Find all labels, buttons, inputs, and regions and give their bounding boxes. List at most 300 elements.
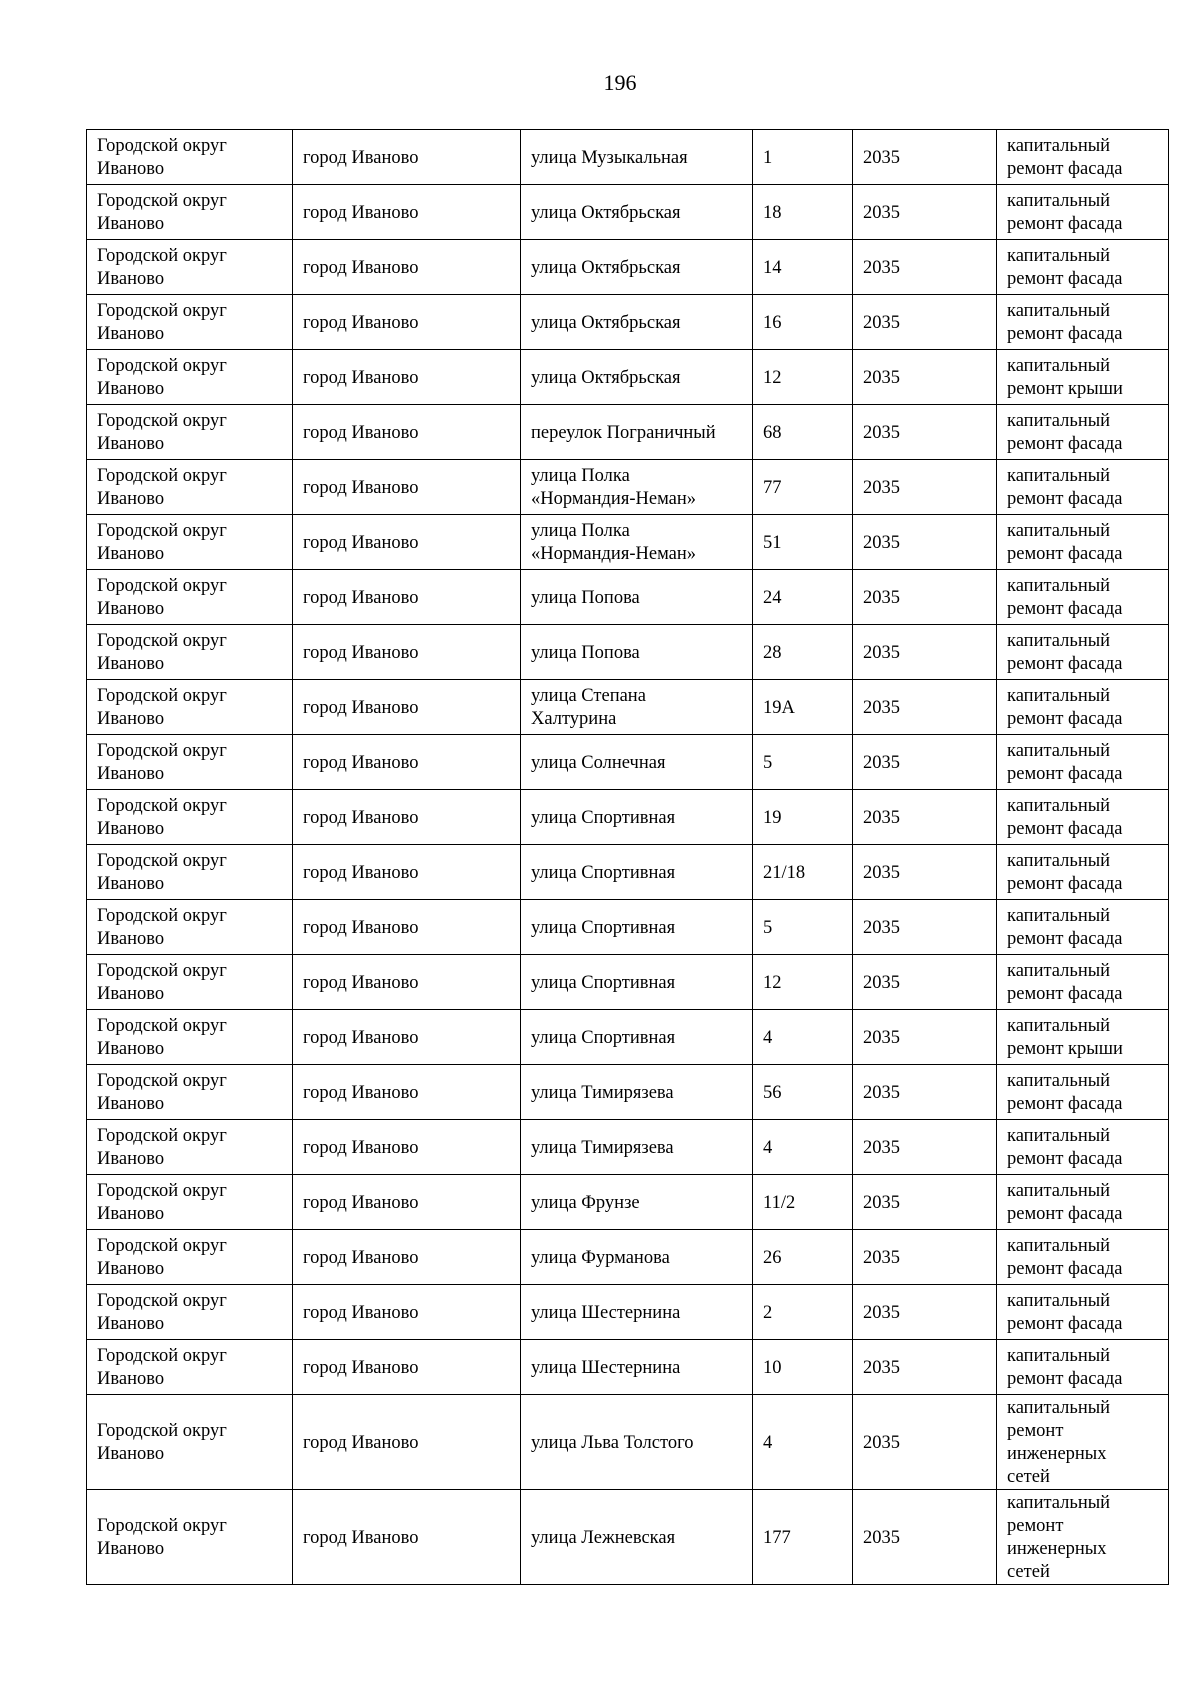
cell-municipality (87, 515, 293, 570)
cell-municipality-text: Городской округ Иваново (97, 1236, 227, 1279)
table-row (87, 1490, 1169, 1585)
table-row (87, 1065, 1169, 1120)
cell-year (853, 350, 997, 405)
cell-year-text: 2035 (863, 477, 900, 498)
cell-work-type (997, 130, 1169, 185)
cell-municipality-text: Городской округ Иваново (97, 906, 227, 949)
cell-municipality-text: Городской округ Иваново (97, 466, 227, 509)
cell-year-text: 2035 (863, 1432, 900, 1453)
cell-street (521, 1395, 753, 1490)
cell-settlement (293, 1065, 521, 1120)
cell-street-text: улица Шестернина (531, 1302, 681, 1323)
cell-street (521, 735, 753, 790)
cell-year-text: 2035 (863, 367, 900, 388)
cell-house-number-text: 5 (763, 752, 773, 773)
cell-work-type (997, 1175, 1169, 1230)
cell-year-text: 2035 (863, 257, 900, 278)
cell-house-number (753, 405, 853, 460)
cell-street-text: улица Полка «Нормандия-Неман» (531, 521, 697, 564)
table-row (87, 1340, 1169, 1395)
cell-house-number-text: 19 (763, 807, 782, 828)
cell-house-number-text: 177 (763, 1527, 791, 1548)
cell-settlement-text: город Иваново (303, 1527, 419, 1548)
cell-municipality-text: Городской округ Иваново (97, 796, 227, 839)
cell-house-number (753, 1175, 853, 1230)
cell-house-number-text: 14 (763, 257, 782, 278)
cell-work-type (997, 405, 1169, 460)
cell-house-number (753, 1490, 853, 1585)
cell-house-number (753, 955, 853, 1010)
cell-work-type-text: капитальный ремонт фасада (1007, 961, 1123, 1004)
cell-work-type-text: капитальный ремонт фасада (1007, 1071, 1123, 1114)
cell-work-type (997, 515, 1169, 570)
cell-municipality-text: Городской округ Иваново (97, 851, 227, 894)
cell-work-type-text: капитальный ремонт фасада (1007, 521, 1123, 564)
cell-municipality (87, 350, 293, 405)
table-row (87, 900, 1169, 955)
cell-street-text: улица Октябрьская (531, 202, 681, 223)
cell-municipality (87, 130, 293, 185)
cell-year (853, 680, 997, 735)
cell-work-type-text: капитальный ремонт фасада (1007, 906, 1123, 949)
cell-street (521, 1065, 753, 1120)
cell-house-number-text: 21/18 (763, 862, 806, 883)
table-row (87, 955, 1169, 1010)
cell-settlement-text: город Иваново (303, 697, 419, 718)
cell-work-type (997, 350, 1169, 405)
cell-settlement-text: город Иваново (303, 477, 419, 498)
cell-year (853, 515, 997, 570)
cell-settlement-text: город Иваново (303, 1247, 419, 1268)
cell-settlement-text: город Иваново (303, 1192, 419, 1213)
cell-house-number (753, 625, 853, 680)
cell-street (521, 680, 753, 735)
cell-municipality-text: Городской округ Иваново (97, 741, 227, 784)
cell-municipality-text: Городской округ Иваново (97, 1016, 227, 1059)
cell-work-type (997, 185, 1169, 240)
cell-year-text: 2035 (863, 1527, 900, 1548)
cell-house-number-text: 5 (763, 917, 773, 938)
cell-municipality-text: Городской округ Иваново (97, 1181, 227, 1224)
cell-settlement (293, 735, 521, 790)
cell-street (521, 350, 753, 405)
cell-municipality-text: Городской округ Иваново (97, 1071, 227, 1114)
cell-year (853, 1175, 997, 1230)
cell-settlement-text: город Иваново (303, 587, 419, 608)
cell-settlement-text: город Иваново (303, 752, 419, 773)
cell-street-text: улица Полка «Нормандия-Неман» (531, 466, 697, 509)
cell-house-number (753, 1010, 853, 1065)
cell-street-text: переулок Пограничный (531, 422, 716, 443)
cell-settlement-text: город Иваново (303, 642, 419, 663)
table-row (87, 350, 1169, 405)
cell-year-text: 2035 (863, 697, 900, 718)
cell-settlement-text: город Иваново (303, 1027, 419, 1048)
cell-settlement-text: город Иваново (303, 312, 419, 333)
cell-year (853, 1010, 997, 1065)
cell-settlement-text: город Иваново (303, 807, 419, 828)
cell-house-number-text: 16 (763, 312, 782, 333)
table-row (87, 1285, 1169, 1340)
page-number: 196 (603, 70, 637, 95)
cell-street-text: улица Льва Толстого (531, 1432, 694, 1453)
cell-house-number (753, 460, 853, 515)
cell-work-type (997, 735, 1169, 790)
cell-settlement (293, 405, 521, 460)
cell-house-number (753, 1395, 853, 1490)
cell-year (853, 845, 997, 900)
cell-year (853, 240, 997, 295)
cell-municipality-text: Городской округ Иваново (97, 1126, 227, 1169)
cell-house-number-text: 56 (763, 1082, 782, 1103)
cell-year (853, 900, 997, 955)
cell-street (521, 1230, 753, 1285)
cell-street-text: улица Шестернина (531, 1357, 681, 1378)
cell-municipality (87, 240, 293, 295)
cell-house-number (753, 295, 853, 350)
cell-settlement-text: город Иваново (303, 917, 419, 938)
cell-year-text: 2035 (863, 1302, 900, 1323)
cell-settlement (293, 900, 521, 955)
cell-house-number (753, 350, 853, 405)
cell-year (853, 295, 997, 350)
cell-house-number (753, 570, 853, 625)
cell-settlement-text: город Иваново (303, 257, 419, 278)
cell-year-text: 2035 (863, 752, 900, 773)
cell-work-type (997, 1395, 1169, 1490)
cell-year-text: 2035 (863, 917, 900, 938)
table-row (87, 735, 1169, 790)
cell-year-text: 2035 (863, 642, 900, 663)
cell-year (853, 185, 997, 240)
cell-work-type-text: капитальный ремонт фасада (1007, 191, 1123, 234)
cell-street-text: улица Фурманова (531, 1247, 670, 1268)
table-row (87, 1395, 1169, 1490)
cell-municipality (87, 405, 293, 460)
cell-house-number-text: 4 (763, 1137, 773, 1158)
cell-municipality (87, 295, 293, 350)
cell-municipality-text: Городской округ Иваново (97, 1346, 227, 1389)
cell-house-number-text: 12 (763, 367, 782, 388)
cell-street (521, 625, 753, 680)
cell-house-number-text: 68 (763, 422, 782, 443)
cell-year (853, 955, 997, 1010)
cell-work-type-text: капитальный ремонт фасада (1007, 1346, 1123, 1389)
cell-work-type-text: капитальный ремонт фасада (1007, 576, 1123, 619)
cell-settlement-text: город Иваново (303, 1137, 419, 1158)
cell-year (853, 1285, 997, 1340)
cell-house-number-text: 24 (763, 587, 782, 608)
cell-municipality-text: Городской округ Иваново (97, 1516, 227, 1559)
cell-municipality (87, 460, 293, 515)
table-row (87, 1120, 1169, 1175)
cell-municipality-text: Городской округ Иваново (97, 246, 227, 289)
cell-year-text: 2035 (863, 422, 900, 443)
cell-municipality (87, 735, 293, 790)
cell-street-text: улица Спортивная (531, 807, 676, 828)
cell-municipality (87, 680, 293, 735)
cell-work-type-text: капитальный ремонт фасада (1007, 851, 1123, 894)
cell-year-text: 2035 (863, 1357, 900, 1378)
cell-settlement (293, 460, 521, 515)
cell-street (521, 130, 753, 185)
cell-year (853, 1340, 997, 1395)
cell-year (853, 1230, 997, 1285)
cell-settlement (293, 955, 521, 1010)
cell-house-number (753, 1230, 853, 1285)
cell-work-type (997, 1120, 1169, 1175)
cell-settlement-text: город Иваново (303, 1082, 419, 1103)
table-row (87, 1010, 1169, 1065)
cell-house-number-text: 12 (763, 972, 782, 993)
cell-settlement (293, 515, 521, 570)
cell-settlement (293, 625, 521, 680)
cell-year-text: 2035 (863, 202, 900, 223)
cell-work-type-text: капитальный ремонт фасада (1007, 301, 1123, 344)
cell-settlement (293, 790, 521, 845)
cell-municipality-text: Городской округ Иваново (97, 136, 227, 179)
cell-year (853, 1490, 997, 1585)
cell-settlement (293, 1120, 521, 1175)
cell-municipality-text: Городской округ Иваново (97, 686, 227, 729)
cell-work-type (997, 1230, 1169, 1285)
cell-year (853, 405, 997, 460)
cell-municipality (87, 625, 293, 680)
cell-house-number (753, 1340, 853, 1395)
cell-year (853, 735, 997, 790)
cell-municipality (87, 1175, 293, 1230)
cell-settlement-text: город Иваново (303, 422, 419, 443)
cell-municipality-text: Городской округ Иваново (97, 631, 227, 674)
cell-street-text: улица Музыкальная (531, 147, 688, 168)
cell-work-type-text: капитальный ремонт фасада (1007, 741, 1123, 784)
cell-house-number (753, 515, 853, 570)
cell-work-type (997, 240, 1169, 295)
cell-work-type-text: капитальный ремонт фасада (1007, 1236, 1123, 1279)
cell-year-text: 2035 (863, 1192, 900, 1213)
cell-municipality (87, 900, 293, 955)
cell-settlement (293, 185, 521, 240)
cell-municipality (87, 955, 293, 1010)
cell-house-number-text: 4 (763, 1432, 773, 1453)
cell-work-type-text: капитальный ремонт инженерных сетей (1007, 1493, 1111, 1582)
cell-street (521, 570, 753, 625)
cell-municipality-text: Городской округ Иваново (97, 356, 227, 399)
cell-house-number-text: 18 (763, 202, 782, 223)
cell-municipality (87, 845, 293, 900)
cell-street-text: улица Спортивная (531, 972, 676, 993)
cell-house-number-text: 11/2 (763, 1192, 796, 1213)
table-body (87, 130, 1169, 1585)
cell-street (521, 1010, 753, 1065)
cell-work-type-text: капитальный ремонт фасада (1007, 466, 1123, 509)
cell-year-text: 2035 (863, 1247, 900, 1268)
cell-street (521, 240, 753, 295)
cell-street (521, 295, 753, 350)
cell-work-type (997, 460, 1169, 515)
table-row (87, 625, 1169, 680)
cell-house-number (753, 130, 853, 185)
cell-work-type-text: капитальный ремонт фасада (1007, 246, 1123, 289)
cell-year (853, 1395, 997, 1490)
cell-settlement-text: город Иваново (303, 1432, 419, 1453)
cell-house-number (753, 735, 853, 790)
cell-municipality (87, 1230, 293, 1285)
cell-municipality-text: Городской округ Иваново (97, 961, 227, 1004)
cell-work-type-text: капитальный ремонт фасада (1007, 796, 1123, 839)
cell-house-number-text: 77 (763, 477, 782, 498)
table-row (87, 570, 1169, 625)
cell-work-type-text: капитальный ремонт фасада (1007, 136, 1123, 179)
cell-work-type (997, 955, 1169, 1010)
table-row (87, 1175, 1169, 1230)
cell-work-type (997, 900, 1169, 955)
table-row (87, 295, 1169, 350)
cell-street (521, 1175, 753, 1230)
cell-street-text: улица Попова (531, 587, 640, 608)
cell-year-text: 2035 (863, 147, 900, 168)
cell-settlement (293, 1230, 521, 1285)
cell-settlement-text: город Иваново (303, 202, 419, 223)
cell-street-text: улица Тимирязева (531, 1137, 674, 1158)
table-row (87, 240, 1169, 295)
cell-settlement (293, 1395, 521, 1490)
cell-work-type-text: капитальный ремонт крыши (1007, 356, 1123, 399)
cell-settlement (293, 680, 521, 735)
table-row (87, 680, 1169, 735)
cell-work-type-text: капитальный ремонт крыши (1007, 1016, 1123, 1059)
cell-settlement-text: город Иваново (303, 862, 419, 883)
cell-house-number (753, 1120, 853, 1175)
cell-municipality (87, 1340, 293, 1395)
cell-street (521, 845, 753, 900)
cell-year (853, 625, 997, 680)
cell-street-text: улица Лежневская (531, 1527, 676, 1548)
cell-settlement-text: город Иваново (303, 972, 419, 993)
cell-house-number (753, 900, 853, 955)
cell-work-type (997, 680, 1169, 735)
cell-house-number-text: 26 (763, 1247, 782, 1268)
cell-settlement (293, 295, 521, 350)
cell-municipality (87, 185, 293, 240)
cell-street (521, 405, 753, 460)
cell-year (853, 130, 997, 185)
cell-year-text: 2035 (863, 862, 900, 883)
cell-street (521, 185, 753, 240)
cell-year-text: 2035 (863, 972, 900, 993)
cell-house-number (753, 790, 853, 845)
cell-house-number-text: 4 (763, 1027, 773, 1048)
cell-settlement (293, 1010, 521, 1065)
cell-street (521, 460, 753, 515)
cell-street (521, 1285, 753, 1340)
cell-street (521, 1490, 753, 1585)
table-row (87, 845, 1169, 900)
cell-work-type-text: капитальный ремонт фасада (1007, 1181, 1123, 1224)
cell-house-number-text: 10 (763, 1357, 782, 1378)
cell-house-number-text: 2 (763, 1302, 773, 1323)
cell-municipality (87, 1065, 293, 1120)
cell-work-type (997, 1340, 1169, 1395)
cell-year-text: 2035 (863, 532, 900, 553)
cell-settlement (293, 1175, 521, 1230)
cell-work-type-text: капитальный ремонт фасада (1007, 1126, 1123, 1169)
cell-street-text: улица Солнечная (531, 752, 666, 773)
cell-street (521, 1120, 753, 1175)
cell-house-number (753, 680, 853, 735)
cell-work-type (997, 625, 1169, 680)
cell-house-number-text: 28 (763, 642, 782, 663)
cell-year (853, 1120, 997, 1175)
cell-house-number (753, 240, 853, 295)
cell-street-text: улица Степана Халтурина (531, 686, 646, 729)
cell-street (521, 790, 753, 845)
cell-work-type (997, 845, 1169, 900)
cell-settlement (293, 240, 521, 295)
cell-street (521, 955, 753, 1010)
cell-year-text: 2035 (863, 1082, 900, 1103)
cell-year-text: 2035 (863, 312, 900, 333)
cell-settlement (293, 1285, 521, 1340)
cell-street-text: улица Фрунзе (531, 1192, 640, 1213)
cell-settlement-text: город Иваново (303, 367, 419, 388)
cell-settlement (293, 350, 521, 405)
cell-street-text: улица Спортивная (531, 862, 676, 883)
cell-settlement-text: город Иваново (303, 1357, 419, 1378)
cell-municipality-text: Городской округ Иваново (97, 521, 227, 564)
table-row (87, 405, 1169, 460)
cell-street-text: улица Спортивная (531, 1027, 676, 1048)
table-row (87, 185, 1169, 240)
cell-municipality (87, 1120, 293, 1175)
cell-work-type (997, 570, 1169, 625)
cell-work-type-text: капитальный ремонт фасада (1007, 631, 1123, 674)
cell-house-number-text: 19А (763, 697, 795, 718)
cell-street-text: улица Октябрьская (531, 312, 681, 333)
cell-municipality (87, 1395, 293, 1490)
cell-settlement (293, 130, 521, 185)
cell-work-type-text: капитальный ремонт фасада (1007, 686, 1123, 729)
cell-settlement-text: город Иваново (303, 1302, 419, 1323)
cell-street (521, 900, 753, 955)
cell-settlement-text: город Иваново (303, 147, 419, 168)
cell-street-text: улица Тимирязева (531, 1082, 674, 1103)
cell-street-text: улица Октябрьская (531, 257, 681, 278)
cell-street-text: улица Попова (531, 642, 640, 663)
cell-house-number (753, 845, 853, 900)
cell-work-type (997, 1285, 1169, 1340)
table-row (87, 515, 1169, 570)
cell-settlement (293, 1490, 521, 1585)
cell-work-type (997, 295, 1169, 350)
cell-street-text: улица Спортивная (531, 917, 676, 938)
cell-work-type (997, 790, 1169, 845)
table-row (87, 130, 1169, 185)
cell-work-type-text: капитальный ремонт фасада (1007, 411, 1123, 454)
table-row (87, 790, 1169, 845)
cell-house-number (753, 1285, 853, 1340)
cell-work-type (997, 1010, 1169, 1065)
cell-settlement (293, 1340, 521, 1395)
cell-work-type-text: капитальный ремонт фасада (1007, 1291, 1123, 1334)
cell-street-text: улица Октябрьская (531, 367, 681, 388)
cell-street (521, 1340, 753, 1395)
cell-house-number (753, 1065, 853, 1120)
cell-street (521, 515, 753, 570)
cell-year (853, 570, 997, 625)
cell-municipality-text: Городской округ Иваново (97, 1291, 227, 1334)
cell-settlement (293, 570, 521, 625)
